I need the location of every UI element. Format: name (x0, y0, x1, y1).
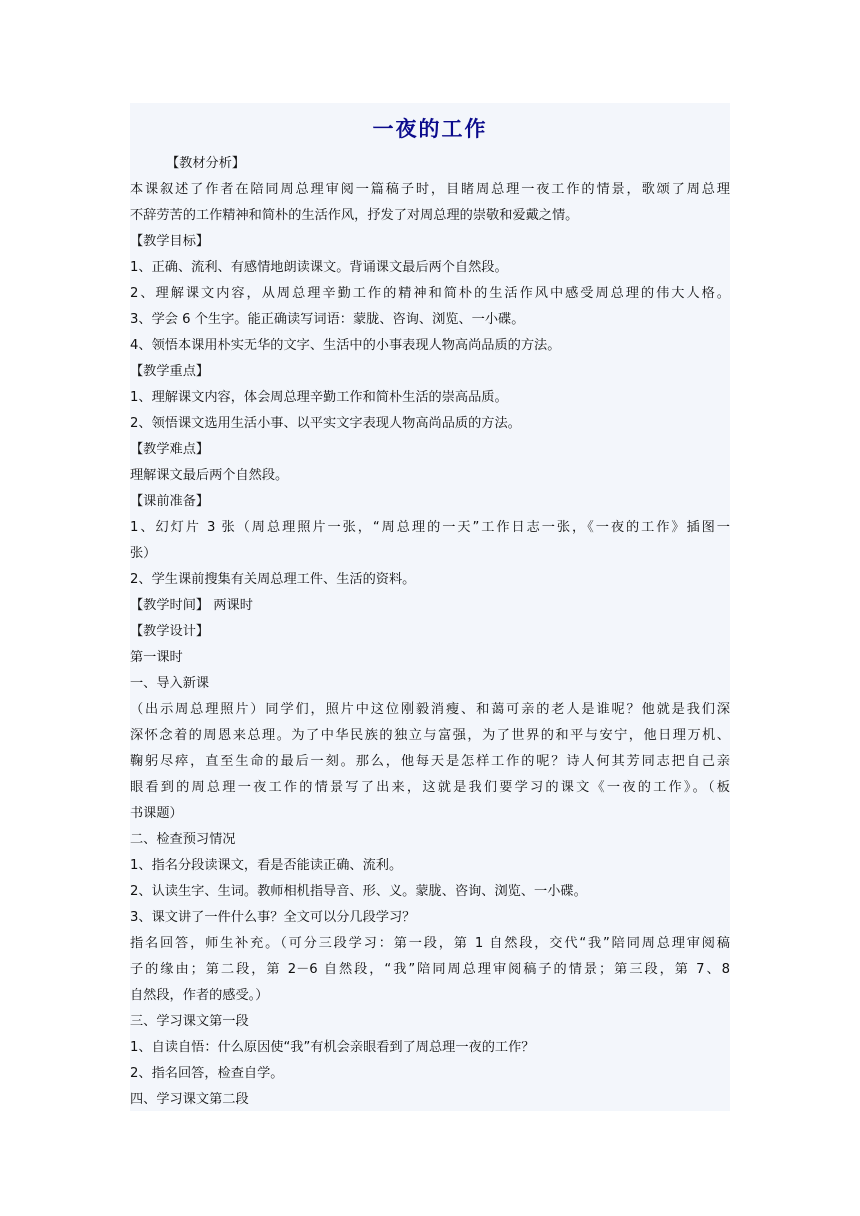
text-line: 1、自读自悟：什么原因使“我”有机会亲眼看到了周总理一夜的工作？ (130, 1040, 535, 1055)
text-line: 1、幻灯片 3 张（周总理照片一张，“周总理的一天”工作日志一张，《一夜的工作》插图一 (130, 520, 730, 535)
text-line: 本课叙述了作者在陪同周总理审阅一篇稿子时，目睹周总理一夜工作的情景，歌颂了周总理 (130, 182, 730, 197)
text-line: 子的缘由；第二段，第 2－6 自然段，“我”陪同周总理审阅稿子的情景；第三段，第 7、8 (130, 962, 730, 977)
text-line: 理解课文最后两个自然段。 (130, 468, 289, 483)
document-title: 一夜的工作 (372, 117, 488, 141)
text-line: 1、理解课文内容，体会周总理辛勤工作和简朴生活的崇高品质。 (130, 390, 508, 405)
text-line: 【教学设计】 (130, 624, 210, 639)
text-line: 深怀念着的周恩来总理。为了中华民族的独立与富强，为了世界的和平与安宁，他日理万机、 (130, 728, 730, 743)
text-line: 2、学生课前搜集有关周总理工件、生活的资料。 (130, 572, 416, 587)
text-line: 眼看到的周总理一夜工作的情景写了出来，这就是我们要学习的课文《一夜的工作》。（板 (130, 780, 730, 795)
text-line: （出示周总理照片）同学们，照片中这位刚毅消瘦、和蔼可亲的老人是谁呢？他就是我们深 (130, 702, 730, 717)
text-line: 【课前准备】 (130, 494, 210, 509)
text-line: 【教材分析】 (166, 156, 246, 171)
text-line: 不辞劳苦的工作精神和简朴的生活作风，抒发了对周总理的崇敬和爱戴之情。 (130, 208, 579, 223)
text-line: 张） (130, 546, 157, 561)
text-line: 指名回答，师生补充。（可分三段学习：第一段，第 1 自然段，交代“我”陪同周总理审阅稿 (130, 936, 730, 951)
text-line: 第一课时 (130, 650, 183, 665)
text-line: 1、正确、流利、有感情地朗读课文。背诵课文最后两个自然段。 (130, 260, 508, 275)
text-line: 【教学重点】 (130, 364, 210, 379)
text-line: 【教学难点】 (130, 442, 210, 457)
text-line: 1、指名分段读课文，看是否能读正确、流利。 (130, 858, 403, 873)
text-line: 2、理解课文内容，从周总理辛勤工作的精神和简朴的生活作风中感受周总理的伟大人格。 (130, 286, 730, 301)
text-line: 三、学习课文第一段 (130, 1014, 249, 1029)
text-line: 一、导入新课 (130, 676, 210, 691)
text-line: 【教学时间】 两课时 (130, 598, 253, 613)
text-line: 鞠躬尽瘁，直至生命的最后一刻。那么，他每天是怎样工作的呢？诗人何其芳同志把自己亲 (130, 754, 730, 769)
text-line: 2、指名回答，检查自学。 (130, 1066, 284, 1081)
document-body (130, 151, 730, 1111)
text-line: 3、学会 6 个生字。能正确读写词语：蒙胧、咨询、浏览、一小碟。 (130, 312, 525, 327)
text-line: 二、检查预习情况 (130, 832, 236, 847)
text-line: 4、领悟本课用朴实无华的文字、生活中的小事表现人物高尚品质的方法。 (130, 338, 561, 353)
text-line: 【教学目标】 (130, 234, 210, 249)
document-page (130, 103, 730, 1111)
text-line: 书课题） (130, 806, 183, 821)
text-line: 2、认读生字、生词。教师相机指导音、形、义。蒙胧、咨询、浏览、一小碟。 (130, 884, 587, 899)
text-line: 3、课文讲了一件什么事？全文可以分几段学习？ (130, 910, 416, 925)
text-line: 2、领悟课文选用生活小事、以平实文字表现人物高尚品质的方法。 (130, 416, 521, 431)
text-line: 自然段，作者的感受。） (130, 988, 269, 1003)
text-line: 四、学习课文第二段 (130, 1092, 249, 1107)
